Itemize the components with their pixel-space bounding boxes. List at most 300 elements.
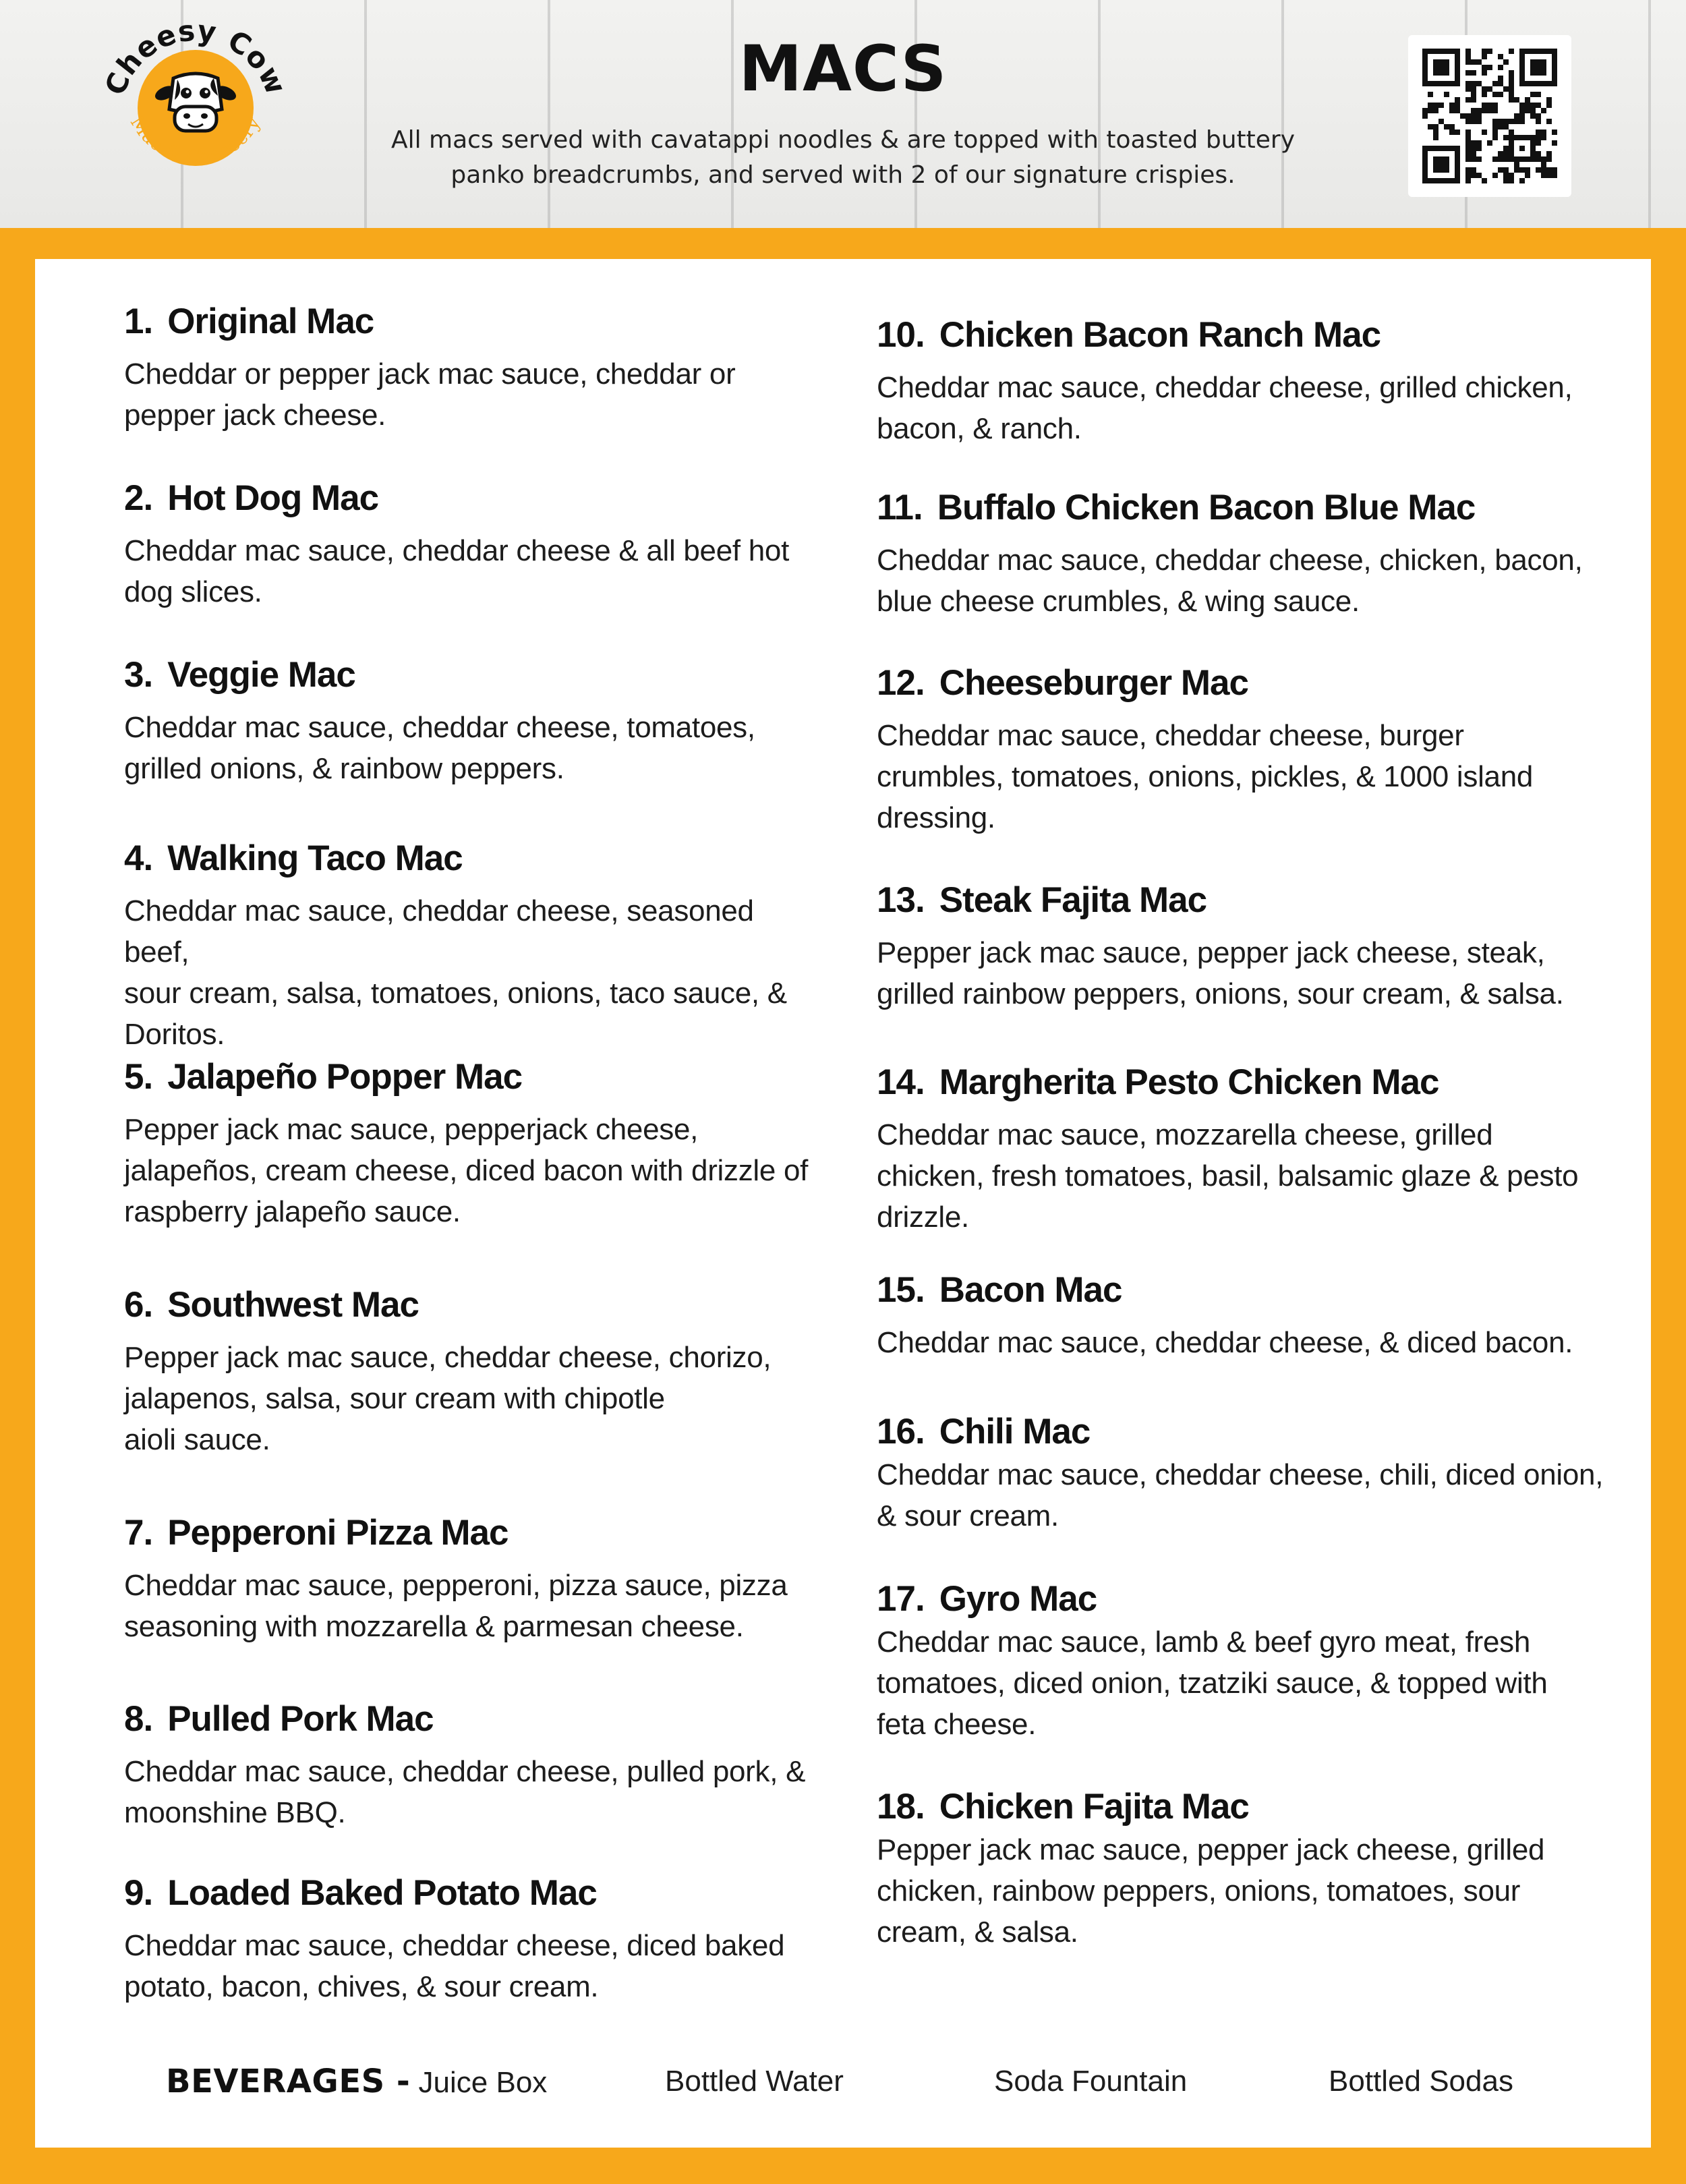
qr-module	[1546, 151, 1552, 156]
qr-module	[1471, 92, 1476, 97]
qr-module	[1465, 54, 1471, 59]
qr-module	[1438, 146, 1444, 151]
subtitle-line-1: All macs served with cavatappi noodles & are topped with toasted buttery	[390, 126, 1296, 154]
qr-module	[1503, 119, 1509, 124]
qr-module	[1509, 86, 1514, 92]
qr-module	[1492, 103, 1498, 108]
qr-module	[1422, 156, 1428, 162]
qr-module	[1487, 86, 1492, 92]
qr-module	[1428, 108, 1433, 113]
qr-module	[1498, 81, 1503, 86]
menu-item-title: 13. Steak Fajita Mac	[877, 880, 1207, 920]
qr-module	[1471, 97, 1476, 103]
qr-module	[1525, 156, 1530, 162]
qr-module	[1422, 113, 1428, 119]
qr-module	[1449, 49, 1455, 54]
qr-module	[1465, 49, 1471, 54]
qr-module	[1498, 54, 1503, 59]
qr-module	[1471, 156, 1476, 162]
qr-module	[1438, 59, 1444, 65]
qr-module	[1433, 124, 1438, 130]
menu-item-desc: Cheddar mac sauce, cheddar cheese, grilled chicken, bacon, & ranch.	[877, 371, 1573, 445]
qr-module	[1465, 119, 1471, 124]
qr-module	[1428, 146, 1433, 151]
qr-module	[1482, 49, 1487, 54]
menu-item-desc: Pepper jack mac sauce, cheddar cheese, chorizo, jalapenos, salsa, sour cream with chipotle aioli sauce.	[124, 1341, 772, 1456]
menu-item-title: 12. Cheeseburger Mac	[877, 663, 1248, 703]
qr-module	[1471, 146, 1476, 151]
qr-module	[1536, 59, 1541, 65]
qr-module	[1444, 156, 1449, 162]
beverage-item: Soda Fountain	[994, 2065, 1188, 2098]
qr-module	[1530, 151, 1536, 156]
qr-module	[1541, 108, 1546, 113]
beverage-item: Juice Box	[418, 2066, 548, 2099]
menu-item-title: 16. Chili Mac	[877, 1412, 1091, 1452]
qr-module	[1422, 151, 1428, 156]
qr-module	[1433, 178, 1438, 183]
menu-item-title: 6. Southwest Mac	[124, 1285, 419, 1325]
qr-module	[1519, 81, 1525, 86]
qr-module	[1509, 49, 1514, 54]
qr-module	[1546, 173, 1552, 178]
qr-module	[1530, 135, 1536, 140]
qr-module	[1422, 59, 1428, 65]
menu-item	[877, 878, 1605, 1014]
qr-module	[1433, 146, 1438, 151]
qr-module	[1449, 124, 1455, 130]
menu-item-desc: Cheddar mac sauce, cheddar cheese, pulled pork, & moonshine BBQ.	[124, 1755, 806, 1829]
qr-module	[1514, 156, 1519, 162]
menu-item-title: 2. Hot Dog Mac	[124, 478, 379, 518]
qr-module	[1465, 113, 1471, 119]
qr-module	[1444, 65, 1449, 70]
qr-module	[1455, 156, 1460, 162]
qr-module	[1444, 146, 1449, 151]
qr-module	[1433, 167, 1438, 173]
qr-module	[1509, 70, 1514, 76]
menu-item	[124, 1871, 819, 2007]
menu-item-desc: Cheddar mac sauce, cheddar cheese & all beef hot dog slices.	[124, 534, 789, 608]
qr-module	[1482, 70, 1487, 76]
qr-module	[1422, 178, 1428, 183]
qr-module	[1476, 108, 1482, 113]
menu-item-title: 5. Jalapeño Popper Mac	[124, 1057, 523, 1097]
qr-module	[1492, 108, 1498, 113]
qr-module	[1514, 97, 1519, 103]
qr-module	[1525, 173, 1530, 178]
menu-item-title: 4. Walking Taco Mac	[124, 838, 463, 878]
qr-module	[1455, 59, 1460, 65]
qr-module	[1498, 151, 1503, 156]
qr-module	[1546, 156, 1552, 162]
qr-module	[1519, 178, 1525, 183]
qr-module	[1428, 178, 1433, 183]
menu-item-desc: Cheddar mac sauce, cheddar cheese, chili, diced onion, & sour cream.	[877, 1458, 1604, 1532]
qr-module	[1492, 124, 1498, 130]
qr-module	[1552, 59, 1557, 65]
qr-module	[1455, 162, 1460, 167]
menu-item-title: 7. Pepperoni Pizza Mac	[124, 1513, 508, 1553]
qr-module	[1471, 108, 1476, 113]
qr-module	[1433, 103, 1438, 108]
qr-module	[1422, 167, 1428, 173]
qr-module	[1509, 119, 1514, 124]
qr-module	[1455, 76, 1460, 81]
qr-module	[1428, 92, 1433, 97]
qr-module	[1552, 167, 1557, 173]
qr-module	[1509, 146, 1514, 151]
qr-module	[1465, 81, 1471, 86]
qr-module	[1519, 54, 1525, 59]
qr-code-icon	[1422, 49, 1557, 183]
qr-module	[1471, 59, 1476, 65]
qr-module	[1487, 108, 1492, 113]
menu-item-title: 18. Chicken Fajita Mac	[877, 1787, 1249, 1827]
qr-module	[1471, 167, 1476, 173]
qr-module	[1476, 81, 1482, 86]
qr-module	[1536, 70, 1541, 76]
qr-module	[1519, 70, 1525, 76]
qr-module	[1482, 92, 1487, 97]
qr-module	[1465, 140, 1471, 146]
qr-module	[1541, 130, 1546, 135]
qr-module	[1471, 113, 1476, 119]
qr-module	[1476, 119, 1482, 124]
qr-module	[1433, 81, 1438, 86]
qr-module	[1519, 119, 1525, 124]
menu-item	[124, 1055, 819, 1232]
menu-item-desc: Cheddar mac sauce, pepperoni, pizza sauce, pizza seasoning with mozzarella & parmesan cheese.	[124, 1569, 788, 1643]
qr-module	[1519, 76, 1525, 81]
beverage-item: Bottled Water	[665, 2065, 844, 2098]
qr-module	[1525, 108, 1530, 113]
qr-module	[1509, 151, 1514, 156]
qr-module	[1530, 113, 1536, 119]
qr-module	[1471, 151, 1476, 156]
menu-item	[877, 1060, 1605, 1238]
qr-module	[1492, 92, 1498, 97]
qr-module	[1509, 130, 1514, 135]
qr-module	[1519, 103, 1525, 108]
qr-module	[1536, 140, 1541, 146]
menu-item	[877, 1785, 1605, 1953]
qr-module	[1444, 81, 1449, 86]
qr-module	[1509, 76, 1514, 81]
menu-panel	[35, 259, 1651, 2148]
menu-item-title: 10. Chicken Bacon Ranch Mac	[877, 315, 1381, 355]
qr-module	[1525, 81, 1530, 86]
qr-module	[1438, 167, 1444, 173]
qr-module	[1422, 76, 1428, 81]
qr-module	[1492, 173, 1498, 178]
qr-module	[1433, 135, 1438, 140]
qr-module	[1503, 178, 1509, 183]
qr-module	[1465, 178, 1471, 183]
qr-module	[1465, 151, 1471, 156]
qr-module	[1519, 156, 1525, 162]
qr-module	[1530, 156, 1536, 162]
menu-item-title: 11. Buffalo Chicken Bacon Blue Mac	[877, 488, 1476, 527]
qr-module	[1471, 70, 1476, 76]
menu-item-desc: Cheddar mac sauce, lamb & beef gyro meat, fresh tomatoes, diced onion, tzatziki sauce, & topped with feta cheese.	[877, 1626, 1548, 1741]
qr-module	[1465, 167, 1471, 173]
qr-module	[1536, 103, 1541, 108]
menu-item-desc: Cheddar mac sauce, cheddar cheese, chicken, bacon, blue cheese crumbles, & wing sauce.	[877, 544, 1583, 618]
qr-module	[1541, 173, 1546, 178]
qr-module	[1455, 108, 1460, 113]
qr-module	[1428, 81, 1433, 86]
qr-module	[1536, 92, 1541, 97]
qr-module	[1552, 140, 1557, 146]
qr-module	[1422, 54, 1428, 59]
qr-module	[1482, 130, 1487, 135]
qr-module	[1460, 113, 1465, 119]
qr-module	[1530, 65, 1536, 70]
qr-module	[1525, 49, 1530, 54]
qr-module	[1530, 146, 1536, 151]
qr-module	[1541, 81, 1546, 86]
qr-module	[1428, 124, 1433, 130]
qr-module	[1519, 49, 1525, 54]
qr-module	[1422, 173, 1428, 178]
qr-module	[1476, 59, 1482, 65]
logo-tagline-text: Mac & Cheesery	[125, 113, 265, 168]
header	[0, 0, 1686, 228]
qr-module	[1514, 167, 1519, 173]
qr-module	[1519, 65, 1525, 70]
menu-item-title: 1. Original Mac	[124, 301, 374, 341]
menu-item	[877, 1577, 1605, 1745]
menu-item-desc: Cheddar mac sauce, cheddar cheese, tomatoes, grilled onions, & rainbow peppers.	[124, 711, 755, 785]
qr-module	[1476, 156, 1482, 162]
qr-module	[1433, 65, 1438, 70]
qr-module	[1552, 54, 1557, 59]
qr-module	[1530, 70, 1536, 76]
qr-module	[1482, 103, 1487, 108]
logo-name-text: Cheesy Cow	[98, 13, 293, 100]
qr-module	[1492, 130, 1498, 135]
qr-module	[1455, 151, 1460, 156]
qr-module	[1449, 108, 1455, 113]
qr-module	[1546, 167, 1552, 173]
menu-item-title: 3. Veggie Mac	[124, 655, 355, 695]
qr-module	[1465, 135, 1471, 140]
qr-module	[1471, 140, 1476, 146]
qr-module	[1498, 124, 1503, 130]
qr-module	[1552, 81, 1557, 86]
qr-module	[1444, 178, 1449, 183]
qr-module	[1471, 86, 1476, 92]
qr-module	[1455, 103, 1460, 108]
menu-item	[877, 661, 1605, 838]
qr-module	[1498, 92, 1503, 97]
qr-module	[1465, 86, 1471, 92]
qr-module	[1465, 130, 1471, 135]
qr-module	[1519, 59, 1525, 65]
qr-module	[1438, 156, 1444, 162]
qr-module	[1552, 76, 1557, 81]
menu-item-desc: Pepper jack mac sauce, pepper jack cheese, grilled chicken, rainbow peppers, onions, tomatoes, sour cream, & salsa.	[877, 1833, 1545, 1949]
menu-item-title: 9. Loaded Baked Potato Mac	[124, 1873, 597, 1913]
qr-module	[1492, 135, 1498, 140]
qr-module	[1482, 178, 1487, 183]
qr-module	[1449, 178, 1455, 183]
menu-item-desc: Pepper jack mac sauce, pepper jack cheese, steak, grilled rainbow peppers, onions, sour cream, & salsa.	[877, 936, 1564, 1010]
qr-module	[1476, 140, 1482, 146]
qr-module	[1471, 173, 1476, 178]
qr-module	[1498, 156, 1503, 162]
qr-module	[1449, 146, 1455, 151]
menu-item-title: 15. Bacon Mac	[877, 1270, 1122, 1310]
qr-module	[1552, 70, 1557, 76]
qr-module	[1530, 92, 1536, 97]
qr-module	[1455, 81, 1460, 86]
menu-item-title: 17. Gyro Mac	[877, 1579, 1097, 1619]
qr-module	[1422, 81, 1428, 86]
qr-module	[1433, 156, 1438, 162]
qr-code[interactable]	[1408, 35, 1571, 197]
qr-module	[1444, 70, 1449, 76]
qr-module	[1536, 65, 1541, 70]
menu-item-desc: Cheddar or pepper jack mac sauce, cheddar or pepper jack cheese.	[124, 357, 736, 432]
qr-module	[1465, 146, 1471, 151]
qr-module	[1541, 156, 1546, 162]
qr-module	[1449, 130, 1455, 135]
qr-module	[1525, 135, 1530, 140]
qr-module	[1509, 135, 1514, 140]
qr-module	[1503, 135, 1509, 140]
qr-module	[1465, 97, 1471, 103]
qr-module	[1455, 146, 1460, 151]
qr-module	[1541, 65, 1546, 70]
qr-module	[1503, 167, 1509, 173]
qr-module	[1503, 173, 1509, 178]
menu-item-desc: Cheddar mac sauce, cheddar cheese, diced baked potato, bacon, chives, & sour cream.	[124, 1929, 785, 2003]
qr-module	[1438, 81, 1444, 86]
qr-module	[1519, 167, 1525, 173]
qr-module	[1444, 92, 1449, 97]
qr-module	[1465, 173, 1471, 178]
subtitle-line-2: panko breadcrumbs, and served with 2 of our signature crispies.	[450, 161, 1236, 189]
qr-module	[1525, 167, 1530, 173]
qr-module	[1503, 156, 1509, 162]
qr-module	[1546, 103, 1552, 108]
qr-module	[1476, 173, 1482, 178]
qr-module	[1503, 86, 1509, 92]
qr-module	[1536, 119, 1541, 124]
qr-module	[1438, 178, 1444, 183]
qr-module	[1509, 92, 1514, 97]
beverage-item: Bottled Sodas	[1329, 2065, 1513, 2098]
qr-module	[1525, 103, 1530, 108]
qr-module	[1530, 140, 1536, 146]
qr-module	[1487, 49, 1492, 54]
qr-module	[1422, 70, 1428, 76]
qr-module	[1541, 167, 1546, 173]
qr-module	[1438, 162, 1444, 167]
qr-module	[1438, 49, 1444, 54]
qr-module	[1422, 146, 1428, 151]
qr-module	[1422, 162, 1428, 167]
menu-item-desc: Cheddar mac sauce, cheddar cheese, burger crumbles, tomatoes, onions, pickles, & 1000 island dressing.	[877, 719, 1534, 834]
qr-module	[1536, 49, 1541, 54]
qr-module	[1455, 130, 1460, 135]
qr-module	[1433, 108, 1438, 113]
menu-item-desc: Cheddar mac sauce, mozzarella cheese, grilled chicken, fresh tomatoes, basil, balsamic glaze & pesto drizzle.	[877, 1118, 1579, 1234]
qr-module	[1519, 108, 1525, 113]
qr-module	[1509, 97, 1514, 103]
qr-module	[1455, 97, 1460, 103]
qr-module	[1449, 103, 1455, 108]
qr-module	[1444, 59, 1449, 65]
qr-module	[1530, 108, 1536, 113]
qr-module	[1482, 65, 1487, 70]
qr-module	[1487, 65, 1492, 70]
menu-item-desc: Cheddar mac sauce, cheddar cheese, seasoned beef, sour cream, salsa, tomatoes, onions, taco sauce, & Doritos.	[124, 894, 787, 1051]
qr-module	[1541, 162, 1546, 167]
menu-item	[877, 1268, 1605, 1363]
qr-module	[1552, 173, 1557, 178]
page-title: MACS	[738, 32, 948, 106]
qr-module	[1498, 167, 1503, 173]
qr-module	[1438, 119, 1444, 124]
qr-module	[1509, 156, 1514, 162]
qr-module	[1519, 146, 1525, 151]
menu-item	[877, 1410, 1605, 1536]
qr-module	[1514, 119, 1519, 124]
qr-module	[1476, 146, 1482, 151]
qr-module	[1471, 119, 1476, 124]
qr-module	[1530, 49, 1536, 54]
beverages-row	[166, 2061, 547, 2103]
menu-item	[124, 836, 819, 1055]
qr-module	[1536, 135, 1541, 140]
qr-module	[1536, 81, 1541, 86]
qr-module	[1444, 167, 1449, 173]
qr-module	[1541, 59, 1546, 65]
qr-module	[1465, 156, 1471, 162]
qr-module	[1519, 113, 1525, 119]
menu-item	[124, 299, 819, 436]
qr-module	[1465, 70, 1471, 76]
menu-item	[877, 486, 1605, 622]
qr-module	[1438, 70, 1444, 76]
qr-module	[1449, 81, 1455, 86]
qr-module	[1546, 97, 1552, 103]
qr-module	[1433, 162, 1438, 167]
qr-module	[1487, 103, 1492, 108]
menu-item	[124, 1697, 819, 1833]
qr-module	[1492, 81, 1498, 86]
qr-module	[1455, 173, 1460, 178]
qr-module	[1438, 103, 1444, 108]
qr-module	[1455, 54, 1460, 59]
menu-item-desc: Pepper jack mac sauce, pepperjack cheese, jalapeños, cream cheese, diced bacon with drizzle of raspberry jalapeño sauce.	[124, 1113, 809, 1228]
qr-module	[1514, 113, 1519, 119]
qr-module	[1503, 151, 1509, 156]
qr-module	[1546, 49, 1552, 54]
qr-module	[1455, 70, 1460, 76]
qr-module	[1536, 156, 1541, 162]
qr-module	[1509, 140, 1514, 146]
qr-module	[1465, 59, 1471, 65]
qr-module	[1433, 49, 1438, 54]
menu-item-title: 8. Pulled Pork Mac	[124, 1699, 434, 1739]
qr-module	[1444, 49, 1449, 54]
menu-item-desc: Cheddar mac sauce, cheddar cheese, & diced bacon.	[877, 1326, 1573, 1359]
qr-module	[1503, 59, 1509, 65]
